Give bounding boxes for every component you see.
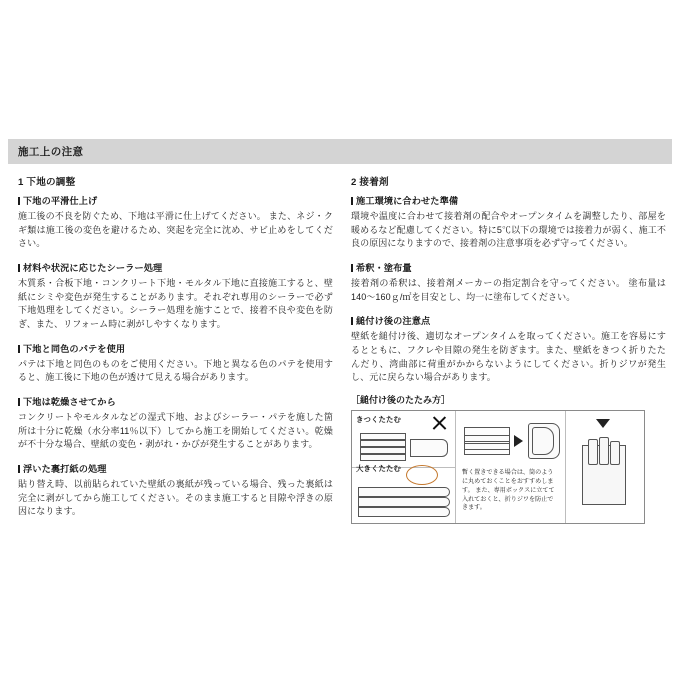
right-column	[345, 174, 666, 528]
figure-label-good: 大きくたたむ	[356, 464, 401, 474]
rolled-sheet-sketch	[532, 427, 554, 455]
left-sub-4-label: 下地は乾燥させてから	[23, 397, 116, 408]
circle-highlight-icon	[406, 465, 438, 485]
right-sub-3	[351, 313, 666, 327]
sheet-sketch	[410, 439, 448, 457]
left-para-2: 木質系・合板下地・コンクリート下地・モルタル下地に直接施工すると、壁紙にシミや変色が発生することがあります。それぞれ専用のシーラーで必ず下地処理をしてください。シーラー処理を施すことで、接着不良や変色を防ぎ、また、リフォーム時に剥がしやすくなります。	[18, 278, 333, 330]
sheet-sketch	[358, 497, 450, 507]
bullet-bar-icon	[18, 264, 20, 272]
rolled-sheet-sketch	[599, 437, 609, 465]
left-para-1: 施工後の不良を防ぐため、下地は平滑に仕上げてください。 また、ネジ・クギ類は施工後の変色を避けるため、突起を完全に沈め、サビ止めをしてください。	[18, 211, 333, 249]
arrow-down-icon	[596, 419, 610, 428]
bullet-bar-icon	[351, 264, 353, 272]
document-body	[8, 164, 672, 528]
left-sub-1-label: 下地の平滑仕上げ	[23, 196, 98, 206]
right-sub-1	[351, 193, 666, 207]
right-para-1: 環境や温度に合わせて接着剤の配合やオープンタイムを調整したり、部屋を暖めるなど配慮してください。特に5℃以下の環境では接着力が弱く、施工不良の原因になりますので、接着剤の注意事項を必ず守ってください。	[351, 211, 666, 249]
bullet-bar-icon	[351, 317, 353, 325]
rolled-sheet-sketch	[610, 441, 620, 465]
arrow-right-icon	[514, 435, 523, 447]
sheet-sketch	[360, 440, 406, 447]
bullet-bar-icon	[18, 197, 20, 205]
right-sub-2	[351, 260, 666, 274]
figure-diagram	[351, 410, 645, 524]
sheet-sketch	[358, 507, 450, 517]
left-sub-4	[18, 394, 333, 408]
sheet-sketch	[358, 487, 450, 497]
left-sub-3	[18, 341, 333, 355]
left-para-4: コンクリートやモルタルなどの湿式下地、およびシーラー・パテを施した箇所は十分に乾燥（水分率11％以下）してから施工を開始してください。乾燥が不十分な場合、壁紙の変色・剥がれ・かびが発生することがあります。	[18, 412, 333, 450]
figure-cell-folding	[352, 411, 456, 523]
left-sub-3-label: 下地と同色のパテを使用	[23, 343, 126, 354]
x-mark-icon	[431, 415, 447, 431]
figure-label-bad: きつくたたむ	[356, 415, 401, 425]
right-para-3: 壁紙を縋付け後、適切なオープンタイムを取ってください。施工を容易にするとともに、フクレや目隙の発生を防ぎます。また、壁紙をきつく折りたたんだり、湾曲部に荷重がかからないようにしてください。折りジワが発生し、元に戻らない場合があります。	[351, 331, 666, 383]
figure-block	[351, 393, 666, 524]
sheet-sketch	[360, 454, 406, 461]
figure-caption: 暫く置きできる場合は、筒のように丸めておくことをおすすめします。 また、専用ボックスに立てて入れておくと、折りジワを防止できます。	[462, 469, 555, 512]
right-sub-3-label: 縋付け後の注意点	[356, 316, 431, 327]
figure-title: ［縋付け後のたたみ方］	[351, 395, 451, 406]
sheet-sketch	[360, 433, 406, 440]
left-column	[14, 174, 333, 528]
left-para-3: パテは下地と同色のものをご使用ください。下地と異なる色のパテを使用すると、施工後に下地の色が透けて見える場合があります。	[18, 358, 333, 383]
bullet-bar-icon	[351, 197, 353, 205]
bullet-bar-icon	[18, 345, 20, 353]
section-header	[8, 139, 672, 164]
figure-cell-storage	[566, 411, 644, 523]
bullet-bar-icon	[18, 465, 20, 473]
left-sub-2-label: 材料や状況に応じたシーラー処理	[23, 263, 163, 274]
sheet-sketch	[360, 447, 406, 454]
right-para-2: 接着剤の希釈は、接着剤メーカーの指定割合を守ってください。 塗布量は140～160ｇ/㎡を目安とし、均一に塗布してください。	[351, 278, 666, 302]
left-sub-5	[18, 461, 333, 475]
right-section-title: 2 接着剤	[351, 177, 389, 188]
left-section-title: 1 下地の調整	[18, 177, 76, 188]
right-sub-1-label: 施工環境に合わせた準備	[356, 196, 459, 206]
left-sub-5-label: 浮いた裏打紙の処理	[23, 464, 107, 475]
sheet-sketch	[464, 435, 510, 442]
left-sub-1	[18, 193, 333, 207]
bullet-bar-icon	[18, 398, 20, 406]
left-para-5: 貼り替え時、以前貼られていた壁紙の裏紙が残っている場合、残った裏紙は完全に剥がしてから施工してください。そのまま施工すると目隙や浮きの原因になります。	[18, 479, 333, 517]
figure-cell-rolling	[456, 411, 566, 523]
section-header-label: 施工上の注意	[18, 146, 84, 158]
left-sub-2	[18, 260, 333, 274]
sheet-sketch	[464, 443, 510, 450]
right-sub-2-label: 希釈・塗布量	[356, 263, 412, 274]
document-panel	[8, 139, 672, 528]
rolled-sheet-sketch	[588, 439, 598, 465]
